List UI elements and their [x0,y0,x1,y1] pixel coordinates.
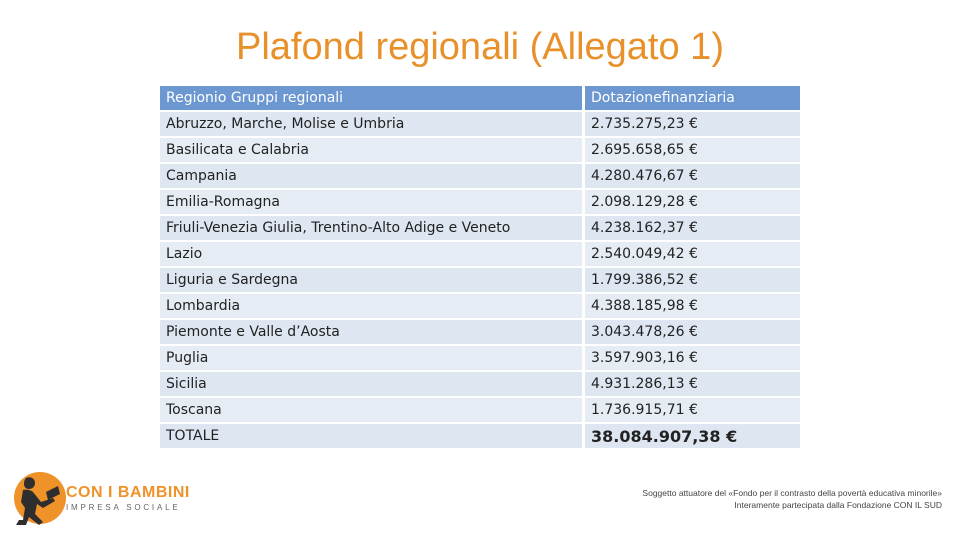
allocation-cell: 2.735.275,23 € [585,112,800,138]
region-cell: Piemonte e Valle d’Aosta [160,320,585,346]
table-row [160,138,800,164]
allocation-cell: 2.695.658,65 € [585,138,800,164]
logo-name: CON I BAMBINI [66,484,190,501]
allocation-cell: 2.098.129,28 € [585,190,800,216]
region-cell: Puglia [160,346,585,372]
table-row [160,372,800,398]
footer-note [642,487,942,511]
table-row [160,398,800,424]
table-row [160,320,800,346]
region-cell: Abruzzo, Marche, Molise e Umbria [160,112,585,138]
allocation-table [160,86,800,450]
table-header-row [160,86,800,112]
column-header-region: Regionio Gruppi regionali [160,86,585,112]
allocation-cell: 4.388.185,98 € [585,294,800,320]
allocation-cell: 4.280.476,67 € [585,164,800,190]
region-cell: Toscana [160,398,585,424]
allocation-cell: 1.736.915,71 € [585,398,800,424]
table-row [160,346,800,372]
region-cell: Lazio [160,242,585,268]
region-cell: Basilicata e Calabria [160,138,585,164]
footer-line-1: Soggetto attuatore del «Fondo per il contrasto della povertà educativa minorile» [642,488,942,498]
table-row [160,242,800,268]
allocation-cell: 3.043.478,26 € [585,320,800,346]
allocation-cell: 3.597.903,16 € [585,346,800,372]
table-row [160,216,800,242]
table-row [160,268,800,294]
region-cell: Friuli-Venezia Giulia, Trentino-Alto Adige e Veneto [160,216,585,242]
footer-line-2: Interamente partecipata dalla Fondazione CON IL SUD [734,500,942,510]
region-cell: Sicilia [160,372,585,398]
region-cell: Campania [160,164,585,190]
table-total-row [160,424,800,450]
table-row [160,294,800,320]
allocation-cell: 1.799.386,52 € [585,268,800,294]
region-cell: Liguria e Sardegna [160,268,585,294]
region-cell: Lombardia [160,294,585,320]
page-title: Plafond regionali (Allegato 1) [236,26,724,68]
table-row [160,112,800,138]
region-cell: Emilia-Romagna [160,190,585,216]
table-row [160,190,800,216]
allocation-cell: 4.238.162,37 € [585,216,800,242]
total-value: 38.084.907,38 € [585,424,800,450]
logo-subtitle: IMPRESA SOCIALE [66,503,181,512]
column-header-allocation: Dotazionefinanziaria [585,86,800,112]
allocation-cell: 2.540.049,42 € [585,242,800,268]
table-row [160,164,800,190]
allocation-cell: 4.931.286,13 € [585,372,800,398]
total-label: TOTALE [160,424,585,450]
